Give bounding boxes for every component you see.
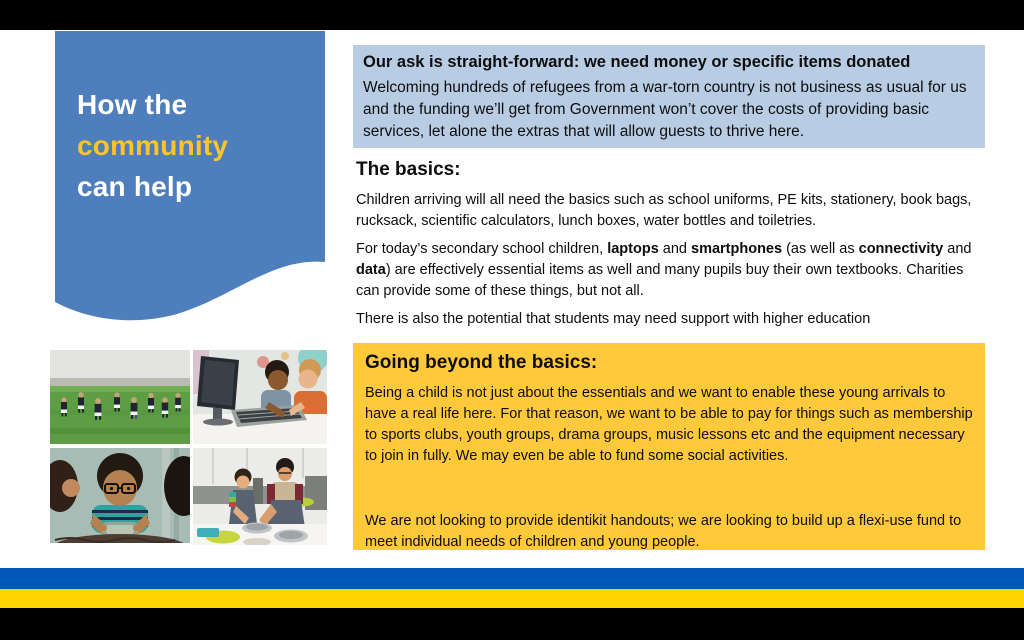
beyond-basics-box <box>353 343 985 550</box>
ukraine-flag-blue-stripe <box>0 568 1024 589</box>
basics-paragraph-3: There is also the potential that students may need support with higher education <box>356 311 871 327</box>
basics-paragraph-2: For today’s secondary school children, laptops and smartphones (as well as connectivity and data) are effectively essential items as well and many pupils buy their own textbooks. Charities can provide some of these things, but not all. <box>356 241 972 299</box>
basics-paragraph-1: Children arriving will all need the basics such as school uniforms, PE kits, stationery, book bags, rucksack, scientific calculators, lunch boxes, water bottles and toiletries. <box>356 192 972 229</box>
basics-heading: The basics: <box>356 159 461 180</box>
beyond-paragraph-1: Being a child is not just about the essentials and we want to enable these young arrivals to have a real life here. For that reason, we want to be able to pay for things such as membership to sports clubs, youth groups, drama groups, music lessons etc and the equipment necessary to join in fully. We may even be able to fund some social activities. <box>365 385 973 464</box>
beyond-heading: Going beyond the basics: <box>365 352 598 373</box>
photo-boy-using-smartphone <box>50 448 190 543</box>
ask-callout-box <box>353 45 985 148</box>
title-line-1: How the <box>77 89 188 120</box>
photo-children-using-computer <box>193 350 327 444</box>
photo-collage <box>50 350 327 546</box>
photo-child-grandmother-cooking <box>193 448 327 545</box>
slide-title <box>77 84 317 207</box>
bottom-letterbox-bar <box>0 608 1024 640</box>
ask-heading: Our ask is straight-forward: we need money or specific items donated <box>363 53 911 71</box>
title-line-2-highlight: community <box>77 130 229 161</box>
ukraine-flag-yellow-stripe <box>0 589 1024 608</box>
title-line-3: can help <box>77 171 193 202</box>
photo-children-playing-football <box>50 350 190 444</box>
ask-body-text: Welcoming hundreds of refugees from a war-torn country is not business as usual for us and the funding we’ll get from Government won’t cover the costs of providing basic services, let alone the extras that will allow guests to thrive here. <box>363 79 967 140</box>
basics-section <box>356 158 986 337</box>
beyond-paragraph-2: We are not looking to provide identikit handouts; we are looking to build up a flexi-use fund to meet individual needs of children and young people. <box>365 513 962 550</box>
top-letterbox-bar <box>0 0 1024 30</box>
